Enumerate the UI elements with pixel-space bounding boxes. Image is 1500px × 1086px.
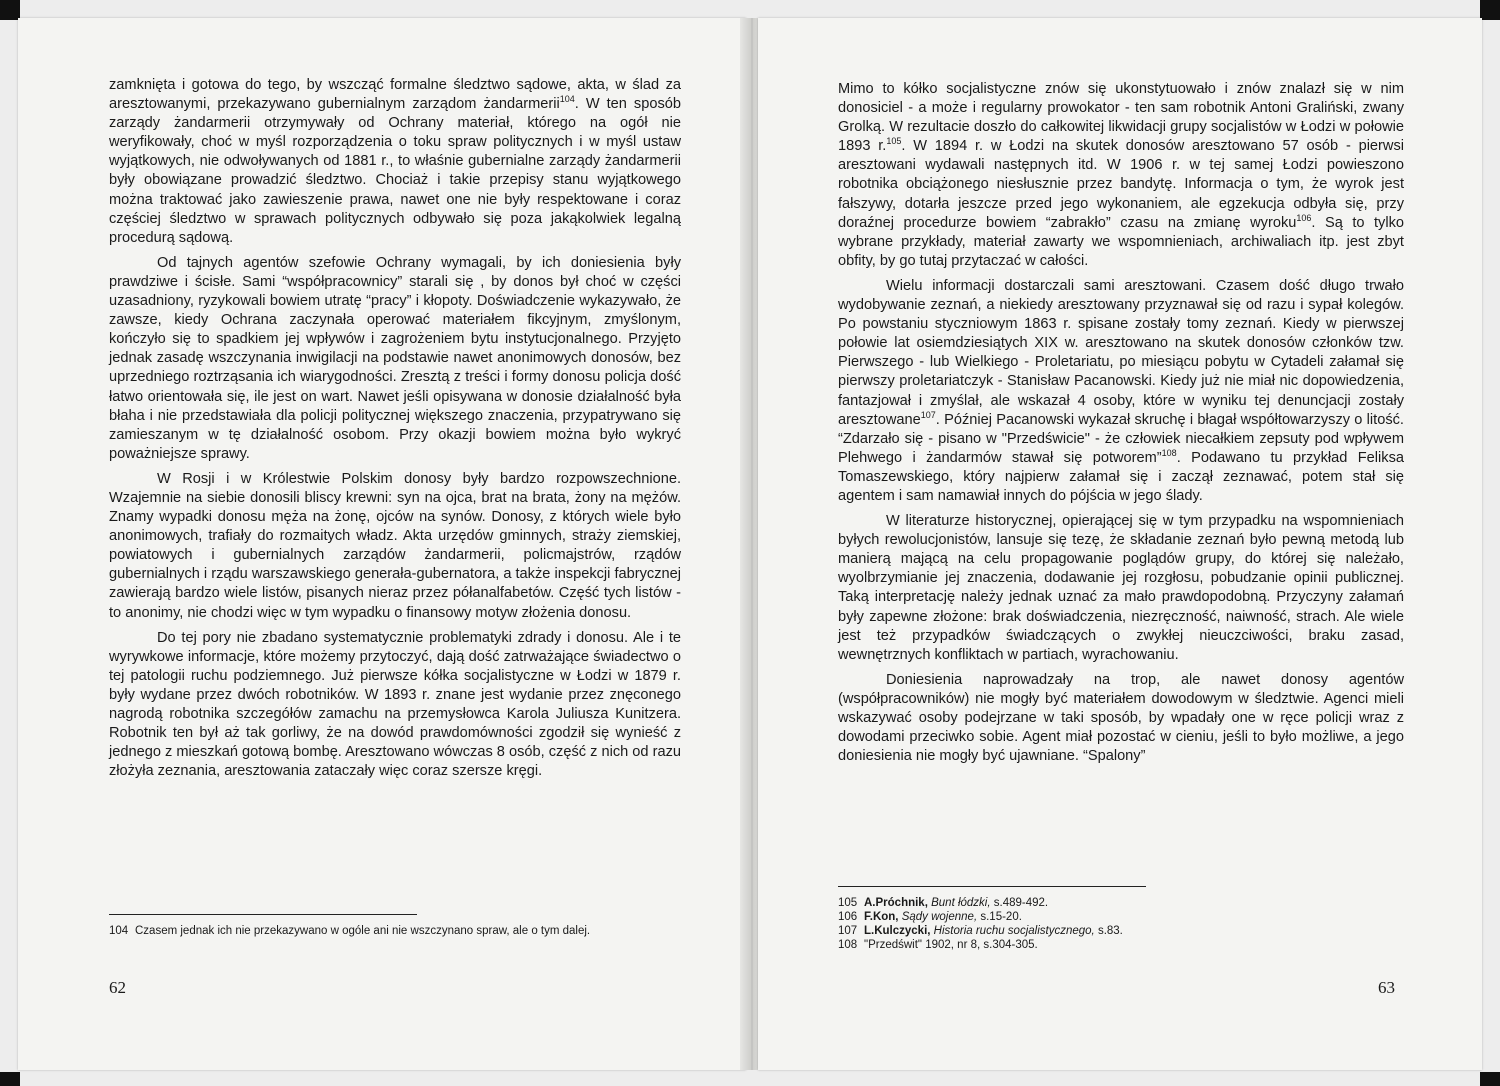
footnote [838, 896, 1404, 910]
paragraph-text: . Są to tylko wybrane przykłady, materiał zawarty we wspomnieniach, archiwaliach itp. jest zbyt obfity, by go tutaj przytaczać w całości. [838, 214, 1405, 269]
paragraph-text: W literaturze historycznej, opierającej się w tym przypadku na wspomnieniach byłych rewolucjonistów, lansuje się tezę, że składanie zeznań było pewną metodą lub manierą mającą na celu propagowanie poglądów grupy, do której się należało, wyolbrzymianie jej znaczenia, dodawanie jej rozgłosu, pobudzanie opinii publicznej. Taką interpretację należy jednak uznać za mało prawdopodobną. Przyczyny załamań były zapewne złożone: brak doświadczenia, niezręczność, naiwność, strach. Ale wiele jest też przypadków świadczących o zwykłej nieuczciwości, braku zasad, wewnętrznych konfliktach w partiach, wyrachowaniu. [838, 513, 1404, 663]
paragraph [838, 277, 1404, 506]
paragraph-text: zamknięta i gotowa do tego, by wszcząć formalne śledztwo sądowe, akta, w ślad za aresztowanymi, przekazywano gubernialnym zarządom żandarmerii [109, 77, 681, 113]
footnote-number: 105 [838, 897, 858, 909]
footnote-pages: "Przedświt" 1902, nr 8, s.304-305. [864, 939, 1038, 951]
footnote [838, 924, 1404, 938]
paragraph-text: . W ten sposób zarządy żandarmerii otrzymywały od Ochrany materiał, którego na ogół nie weryfikowały, choć w myśl rozporządzenia o toku spraw politycznych i w myśl ustaw wyjątkowych, nie odwoływanych od 1881 r., to właśnie gubernialne zarządy żandarmerii były obowiązane prowadzić śledztwo. Chociaż i takie przepisy stanu wyjątkowego można traktować jako zawieszenie prawa, nawet one nie były respektowane i coraz częściej śledztwo w sprawach politycznych odbywało się poza jakąkolwiek legalną procedurą sądową. [109, 96, 681, 246]
paragraph-text: Od tajnych agentów szefowie Ochrany wymagali, by ich doniesienia były prawdziwe i ścisłe. Sami “współpracownicy” starali się , by donos był choć w części uzasadniony, ryzykowali bowiem utratę “pracy” i kłopoty. Doświadczenie wykazywało, że zawsze, kiedy Ochrana zaczynała operować materiałem fikcyjnym, zmyślonym, kończyło się to spadkiem jej wpływów i zagrożeniem bytu instytucjonalnego. Przyjęto jednak zasadę wszczynania inwigilacji na podstawie nawet anonimowych donosów, bez uprzedniego roztrząsania ich wiarygodności. Zresztą z treści i formy donosu policja dość łatwo orientowała się, ile jest on wart. Nawet jeśli opisywana w donosie działalność była błaha i nie przedstawiała dla policji politycznej większego znaczenia, przypatrywano się zamieszanym w tę działalność osobom. Przy okazji bowiem można było wykryć poważniejsze sprawy. [109, 254, 681, 462]
footnote-author: A.Próchnik, [864, 897, 928, 909]
scan-corner [0, 1072, 20, 1086]
footnote-reference: 107 [920, 409, 936, 420]
paragraph [838, 512, 1404, 665]
scan-corner [0, 0, 20, 20]
footnote-text: Czasem jednak ich nie przekazywano w ogóle ani nie wszczynano spraw, ale o tym dalej. [135, 925, 591, 937]
footnote-title: Bunt łódzki, [931, 897, 991, 909]
footnote [838, 910, 1404, 924]
footnote [109, 924, 681, 938]
paragraph-text: . Podawano tu przykład Feliksa Tomaszewskiego, który najpierw załamał się i zaczął zeznawać, potem stał się agentem i sam namawiał innych do pójścia w jego ślady. [838, 449, 1404, 504]
footnote [838, 938, 1404, 952]
scan-corner [1480, 0, 1500, 20]
left-page-footnotes [109, 924, 681, 938]
footnote-pages: s.15-20. [977, 911, 1022, 923]
right-page [758, 18, 1482, 1070]
footnote-author: F.Kon, [864, 911, 899, 923]
paragraph [109, 254, 681, 464]
right-page-body [838, 80, 1404, 772]
page-number: 63 [1378, 978, 1395, 997]
page-number: 62 [109, 978, 126, 997]
paragraph-text: W Rosji i w Królestwie Polskim donosy były bardzo rozpowszechnione. Wzajemnie na siebie donosili bliscy krewni: syn na ojca, brat na brata, żony na mężów. Znamy wypadki donosu męża na żonę, ojców na synów. Donosy, z których wiele było anonimowych, trafiały do rozmaitych władz. Akta urzędów gminnych, straży ziemskiej, powiatowych i gubernialnych zarządów żandarmerii, policmajstrów, rządów gubernialnych i rządu warszawskiego generała-gubernatora, a także inspekcji fabrycznej zawierają bardzo wiele listów, pisanych nieraz przez półanalfabetów. Część tych listów - to anonimy, nie chodzi więc w tym wypadku o finansowy motyw złożenia donosu. [109, 470, 681, 621]
footnote-reference: 104 [559, 94, 575, 105]
footnote-number: 104 [109, 925, 129, 937]
footnote-reference: 106 [1296, 212, 1312, 223]
paragraph-text: Wielu informacji dostarczali sami aresztowani. Czasem dość długo trwało wydobywanie zeznań, a niekiedy aresztowany przyznawał się od razu i sypał kolegów. Po powstaniu styczniowym 1863 r. spisane zostały tomy zeznań. Kiedy w pierwszej połowie lat osiemdziesiątych XIX w. aresztowano na skutek donosów członków tzw. Pierwszego - lub Wielkiego - Proletariatu, po miesiącu pobytu w Cytadeli załamał się pierwszy proletariatczyk - Stanisław Pacanowski. Kiedy już nie miał nic dopowiedzenia, fantazjował i zmyślał, ale wskazał 4 osoby, które w wyniku tej denuncjacji zostały aresztowane [838, 277, 1404, 428]
scan-corner [1480, 1072, 1500, 1086]
right-page-footnotes [838, 896, 1404, 952]
left-page [18, 18, 746, 1070]
paragraph-text: Do tej pory nie zbadano systematycznie problematyki zdrady i donosu. Ale i te wyrywkowe informacje, które możemy przytoczyć, dają dość zatrważające świadectwo o tej patologii ruchu podziemnego. Już pierwsze kółka socjalistyczne w Łodzi w 1879 r. były wydane przez dwóch robotników. W 1893 r. znane jest wydanie przez znęconego nagrodą robotnika szczegółów zamachu na przemysłowca Karola Juliusza Kunitzera. Robotnik ten był aż tak gorliwy, że na dowód prawdomówności zgodził się wynieść z jednego z mieszkań gotową bombę. Aresztowano wówczas 8 osób, część z nich od razu złożyła zeznania, aresztowania zataczały więc coraz szersze kręgi. [109, 629, 681, 780]
paragraph [109, 76, 681, 248]
paragraph-text: Mimo to kółko socjalistyczne znów się ukonstytuowało i znów znalazł się w nim donosiciel - a może i regularny prowokator - ten sam robotnik Antoni Graliński, zwany Grolką. W rezultacie doszło do całkowitej likwidacji grupy socjalistów w Łodzi w połowie 1893 r. [838, 81, 1404, 155]
footnote-rule [109, 914, 417, 915]
footnote-reference: 108 [1161, 447, 1177, 458]
footnote-rule [838, 886, 1146, 887]
footnote-title: Sądy wojenne, [901, 911, 978, 923]
paragraph-text: Doniesienia naprowadzały na trop, ale nawet donosy agentów (współpracowników) nie mogły być materiałem dowodowym w śledztwie. Agenci mieli wskazywać osoby podejrzane w taki sposób, by wpadały one w ręce policji wraz z dowodami przeciwko sobie. Agent miał pozostać w cieniu, jeśli to było możliwe, a jego doniesienia nie mogły być ujawniane. “Spalony” [838, 671, 1404, 765]
paragraph [109, 470, 681, 623]
left-page-body [109, 76, 681, 787]
footnote-number: 106 [838, 911, 858, 923]
paragraph-text: . W 1894 r. w Łodzi na skutek donosów aresztowano 57 osób - pierwsi aresztowani wydawali następnych itd. W 1906 r. w tej samej Łodzi powieszono robotnika obciążonego niesłusznie przez bandytę. Informacja o tym, że wyrok jest fałszywy, dotarła jeszcze przed jego wykonaniem, ale egzekucja odbyła się, przy doraźnej procedurze bowiem “zabrakło” czasu na zmianę wyroku [838, 138, 1404, 231]
footnote-author: L.Kulczycki, [864, 925, 931, 937]
footnote-pages: s.489-492. [990, 897, 1049, 909]
paragraph-text: . Później Pacanowski wykazał skruchę i błagał współtowarzyszy o litość. “Zdarzało się - pisano w "Przedświcie" - że człowiek niecałkiem zepsuty pod wpływem Plehwego i żandarmów stawał się potworem” [838, 411, 1404, 466]
paragraph [838, 671, 1404, 766]
paragraph [838, 80, 1404, 271]
footnote-number: 107 [838, 925, 858, 937]
footnote-title: Historia ruchu socjalistycznego, [933, 925, 1095, 937]
footnote-pages: s.83. [1094, 925, 1123, 937]
footnote-reference: 105 [886, 136, 902, 147]
paragraph [109, 629, 681, 782]
footnote-number: 108 [838, 939, 858, 951]
